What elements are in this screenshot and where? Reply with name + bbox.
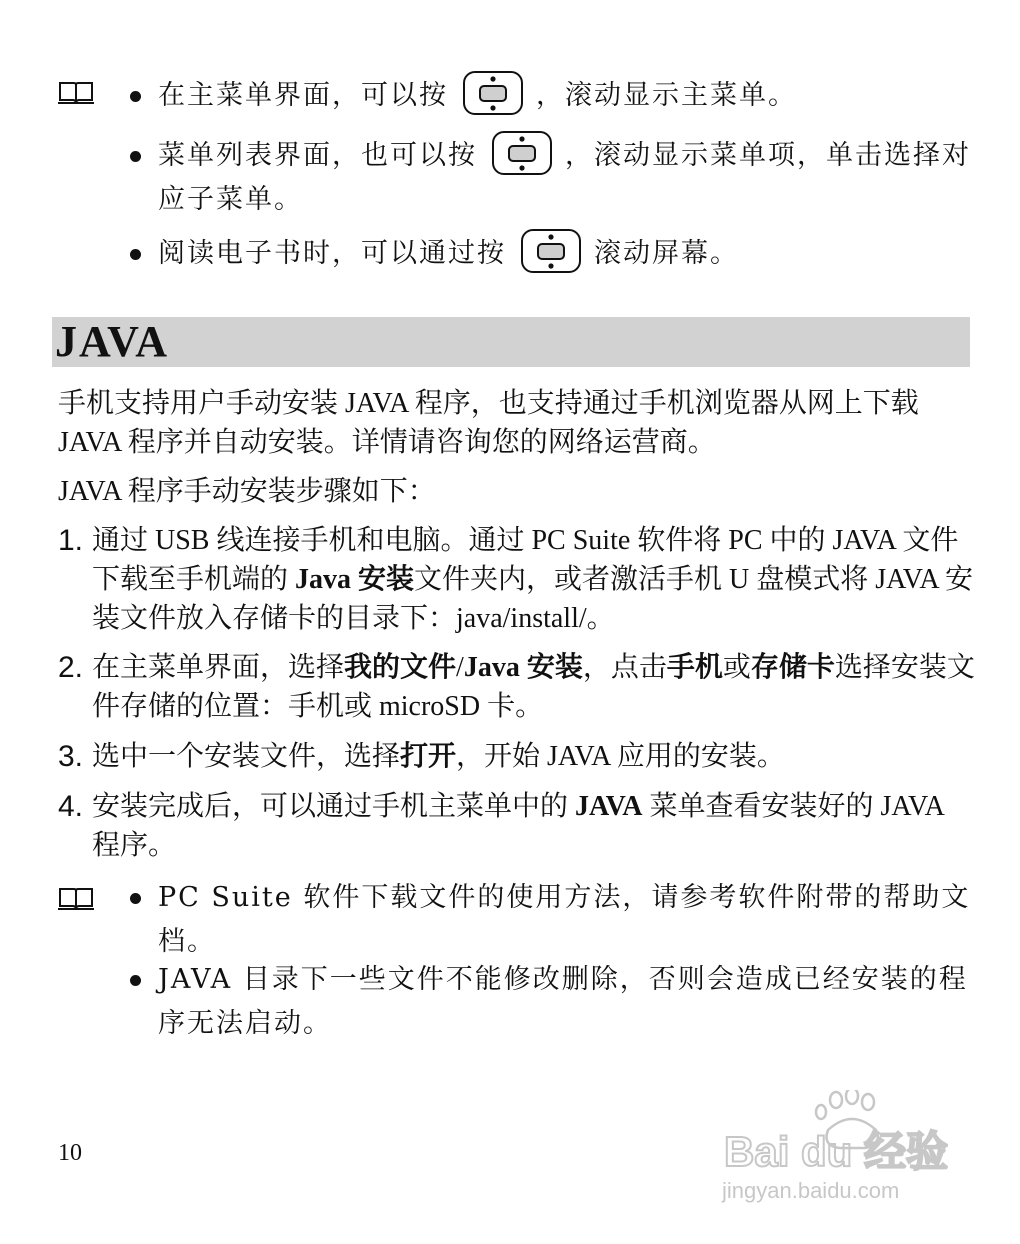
bold-term: 我的文件	[344, 652, 457, 683]
tip-text: ，滚动显示菜单项，单击选择对应子菜单。	[158, 140, 971, 215]
step-item	[58, 648, 978, 726]
step-text: /	[456, 652, 464, 683]
tip-text: 在主菜单界面，可以按	[158, 80, 448, 111]
section-title: JAVA	[55, 317, 169, 366]
step-number: 4.	[58, 790, 84, 823]
step-item	[58, 737, 978, 776]
scroll-key-icon	[491, 130, 553, 176]
bullet-dot	[130, 91, 141, 102]
bullet-dot	[130, 249, 141, 260]
baidu-watermark-logo	[718, 1090, 968, 1210]
bold-term: Java 安装	[295, 564, 415, 595]
step-text: 选中一个安装文件，选择	[92, 741, 401, 772]
tip-item	[130, 958, 990, 1046]
bullet-dot	[130, 975, 141, 986]
note-book-icon	[58, 886, 94, 910]
page-number: 10	[58, 1140, 82, 1166]
bold-term: 打开	[400, 741, 457, 772]
tip-item	[130, 74, 990, 118]
step-text: 菜单查看安装好的 JAVA 程序。	[92, 791, 944, 861]
bold-term: 手机	[666, 652, 723, 683]
scroll-key-icon	[520, 228, 582, 274]
tip-item	[130, 876, 990, 964]
tip-text: 滚动屏幕。	[594, 238, 739, 269]
intro-paragraph: JAVA 程序手动安装步骤如下：	[58, 476, 436, 507]
bullet-dot	[130, 893, 141, 904]
bullet-dot	[130, 151, 141, 162]
step-item	[58, 521, 978, 638]
step-number: 3.	[58, 740, 84, 773]
step-text: 通过 USB 线连接手机和电脑。通过 PC Suite 软件将 PC 中的 JAVA 文件下载至手机端的	[92, 525, 959, 595]
step-text: ，点击	[582, 652, 667, 683]
step-text: 选择安装文件存储的位置：手机或 microSD 卡。	[92, 652, 975, 722]
step-number: 2.	[58, 651, 84, 684]
note-book-icon	[58, 80, 94, 104]
scroll-key-icon	[462, 70, 524, 116]
bold-term: Java 安装	[463, 652, 583, 683]
step-text: 文件夹内，或者激活手机 U 盘模式将 JAVA 安装文件放入存储卡的目录下：java/install/。	[92, 564, 974, 634]
step-text: 或	[722, 652, 751, 683]
intro-paragraph: 手机支持用户手动安装 JAVA 程序，也支持通过手机浏览器从网上下载 JAVA 程序并自动安装。详情请咨询您的网络运营商。	[58, 388, 919, 458]
tip-text: 菜单列表界面，也可以按	[158, 140, 477, 171]
step-text: ，开始 JAVA 应用的安装。	[456, 741, 785, 772]
tip-text: ，滚动显示主菜单。	[536, 80, 797, 111]
step-text: 安装完成后，可以通过手机主菜单中的	[92, 791, 576, 822]
step-text: 在主菜单界面，选择	[92, 652, 345, 683]
step-item	[58, 787, 978, 865]
bold-term: JAVA	[575, 791, 643, 822]
tip-text: JAVA 目录下一些文件不能修改删除，否则会造成已经安装的程序无法启动。	[158, 964, 968, 1039]
tip-item	[130, 134, 990, 222]
watermark-brand: Bai du 经验	[724, 1128, 949, 1175]
bold-term: 存储卡	[750, 652, 835, 683]
step-number: 1.	[58, 524, 84, 557]
section-banner	[52, 317, 970, 367]
tip-text: 阅读电子书时，可以通过按	[158, 238, 506, 269]
tip-text: PC Suite 软件下载文件的使用方法，请参考软件附带的帮助文档。	[158, 882, 971, 957]
tip-item	[130, 232, 990, 276]
watermark-url: jingyan.baidu.com	[722, 1178, 900, 1203]
